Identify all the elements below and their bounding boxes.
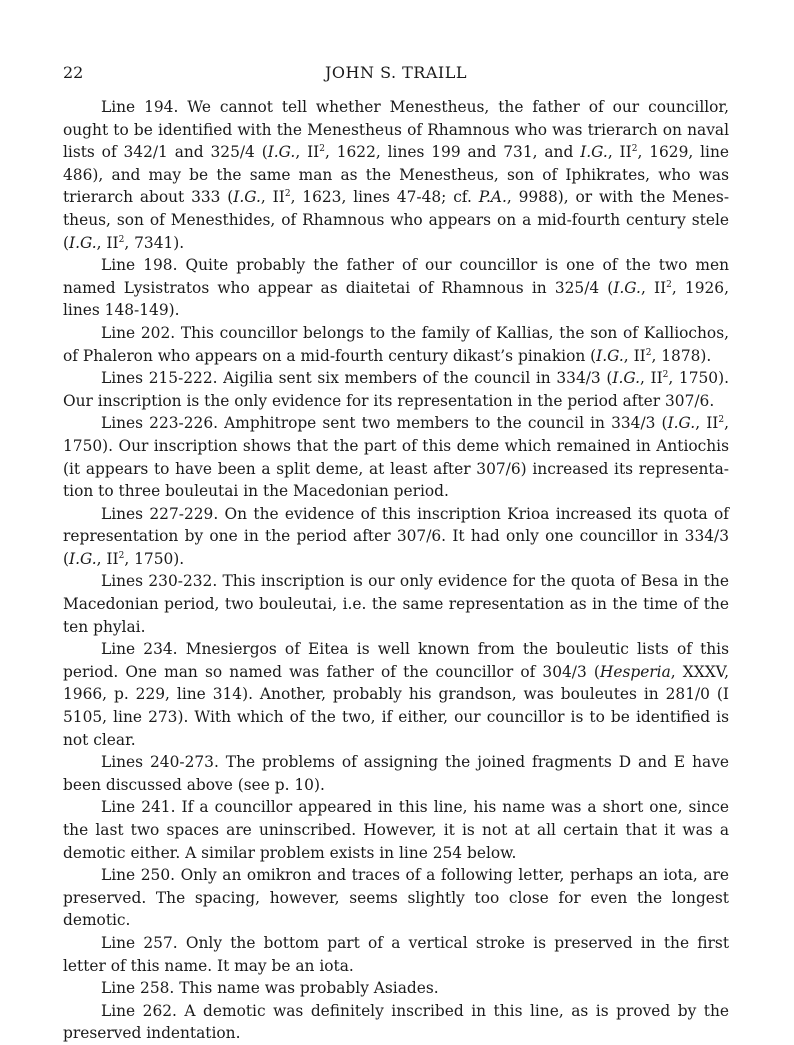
text-run: Line 202. This councillor belongs to the family of Kallias, the son of Kalliochos, of Phaleron who appears on a mid-fourth century dikast’s pinakion ( (63, 323, 729, 365)
text-run: , II (607, 143, 632, 162)
superscript: 2 (718, 415, 725, 426)
text-run: , 1750). (124, 549, 185, 568)
superscript: 2 (631, 144, 638, 155)
text-run: , II (639, 369, 663, 388)
citation-title: P.A. (478, 188, 507, 207)
citation-title: Hesperia (599, 662, 671, 681)
text-run: , 1926, lines 148-149). (63, 278, 729, 320)
running-head (63, 62, 729, 84)
running-head-author: JOHN S. TRAILL (325, 63, 467, 82)
text-run: , 1750). Our inscription shows that the part of this deme which remained in Antiochis (it appears to have been a split deme, at least after 307/6) increased its representation to three bouleutai in the Macedonian period. (63, 414, 729, 501)
superscript: 2 (645, 347, 652, 358)
text-run: , 1622, lines 199 and 731, and (324, 143, 581, 162)
text-run: , II (260, 188, 285, 207)
text-run: Line 258. This name was probably Asiades. (101, 979, 439, 998)
commentary-paragraph (63, 977, 729, 1000)
superscript: 2 (284, 189, 291, 200)
citation-title: I.G. (667, 414, 696, 433)
text-run: Line 250. Only an omikron and traces of a following letter, perhaps an iota, are preserved. The spacing, however, seems slightly too close for even the longest demotic. (63, 866, 729, 930)
text-run: , II (640, 278, 667, 297)
citation-title: I.G. (612, 369, 640, 388)
text-run: , 7341). (124, 233, 185, 252)
text-run: Lines 215-222. Aigilia sent six members of the council in 334/3 ( (101, 369, 613, 388)
commentary-paragraph (63, 254, 729, 322)
text-run: , II (695, 414, 719, 433)
superscript: 2 (118, 234, 125, 245)
citation-title: I.G. (596, 346, 624, 365)
commentary-paragraph (63, 796, 729, 864)
text-run: , II (623, 346, 646, 365)
text-run: , II (96, 549, 119, 568)
commentary-paragraph (63, 1000, 729, 1045)
text-run: Line 241. If a councillor appeared in this line, his name was a short one, since the last two spaces are uninscribed. However, it is not at all certain that it was a demotic either. A similar problem exists in line 254 below. (63, 798, 729, 862)
text-run: Line 194. We cannot tell whether Menestheus, the father of our councillor, ought to be identified with the Menestheus of Rhamnous who was trierarch on naval lists of 342/1 and 325/4 ( (63, 98, 729, 162)
citation-title: I.G. (69, 549, 97, 568)
superscript: 2 (666, 279, 672, 290)
commentary-paragraph (63, 96, 729, 254)
text-run: , 1629, line 486), and may be the same man as the Menestheus, son of Iphikrates, who was trierarch about 333 ( (63, 143, 729, 207)
citation-title: I.G. (69, 233, 97, 252)
commentary-paragraph (63, 322, 729, 367)
text-run: , 1623, lines 47-48; cf. (290, 188, 479, 207)
commentary-body (63, 96, 729, 1045)
text-run: , II (96, 233, 119, 252)
text-run: Line 234. Mnesiergos of Eitea is well known from the bouleutic lists of this period. One man so named was father of the councillor of 304/3 ( (63, 640, 729, 681)
text-run: , 1878). (651, 346, 712, 365)
citation-title: I.G. (267, 143, 296, 162)
commentary-paragraph (63, 751, 729, 796)
text-run: Lines 240-273. The problems of assigning the joined fragments D and E have been discussed above (see p. 10). (63, 753, 729, 794)
commentary-paragraph (63, 367, 729, 412)
page-number: 22 (63, 63, 84, 82)
text-run: , II (295, 143, 320, 162)
commentary-paragraph (63, 570, 729, 638)
superscript: 2 (662, 370, 669, 381)
commentary-paragraph (63, 412, 729, 502)
text-run: , XXXV, 1966, p. 229, line 314). Another, probably his grandson, was bouleutes in 281/0 (I 5105, line 273). With which of the two, if either, our councillor is to be identified is not clear. (63, 662, 729, 749)
superscript: 2 (319, 144, 325, 155)
commentary-paragraph (63, 638, 729, 751)
text-run: Line 257. Only the bottom part of a vertical stroke is preserved in the first letter of this name. It may be an iota. (63, 933, 729, 975)
text-run: Lines 223-226. Amphitrope sent two members to the council in 334/3 ( (101, 414, 668, 433)
commentary-paragraph (63, 932, 729, 977)
text-run: Lines 230-232. This inscription is our only evidence for the quota of Besa in the Macedonian period, two bouleutai, i.e. the same representation as in the time of the ten phylai. (63, 572, 729, 636)
text-run: , 9988), or with the Menestheus, son of Menesthides, of Rhamnous who appears on a mid-fourth century stele ( (63, 188, 730, 252)
commentary-paragraph (63, 864, 729, 932)
citation-title: I.G. (580, 143, 608, 162)
text-run: Line 262. A demotic was definitely inscribed in this line, as is proved by the preserved indentation. (63, 1001, 729, 1043)
text-run: Line 198. Quite probably the father of our councillor is one of the two men named Lysistratos who appear as diaitetai of Rhamnous in 325/4 ( (63, 256, 729, 297)
superscript: 2 (118, 550, 125, 561)
text-run: Lines 227-229. On the evidence of this inscription Krioa increased its quota of representation by one in the period after 307/6. It had only one councillor in 334/3 ( (63, 504, 729, 568)
citation-title: I.G. (613, 278, 641, 297)
text-run: , 1750). Our inscription is the only evidence for its representation in the period after 307/6. (63, 369, 729, 410)
citation-title: I.G. (233, 188, 261, 207)
commentary-paragraph (63, 503, 729, 571)
